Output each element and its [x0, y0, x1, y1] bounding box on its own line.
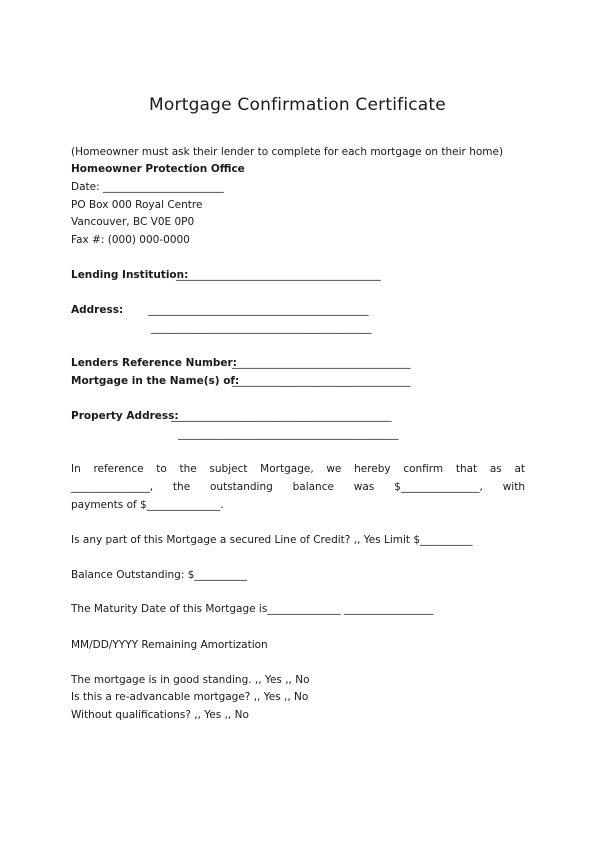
property-address-label: Property Address:	[71, 410, 179, 422]
mortgage-names-blank: __________________________________	[232, 375, 411, 387]
office-name: Homeowner Protection Office	[71, 163, 245, 175]
property-address-blank-1: __________________________________________	[171, 410, 392, 422]
good-standing-question: The mortgage is in good standing. ,, Yes ,, No	[71, 674, 310, 686]
balance-outstanding: Balance Outstanding: $__________	[71, 569, 247, 581]
reference-number-label: Lenders Reference Number:	[71, 357, 237, 369]
address-blank-2: __________________________________________	[151, 322, 372, 334]
maturity-date: The Maturity Date of this Mortgage is______________ _________________	[71, 603, 434, 615]
confirmation-line-1: In reference to the subject Mortgage, we hereby confirm that as at	[71, 463, 525, 475]
date-line: Date: _______________________	[71, 181, 224, 193]
address-line-2: Vancouver, BC V0E 0P0	[71, 216, 195, 228]
instruction-note: (Homeowner must ask their lender to complete for each mortgage on their home)	[71, 146, 504, 158]
line-of-credit-question: Is any part of this Mortgage a secured Line of Credit? ,, Yes Limit $__________	[71, 534, 473, 546]
qualifications-question: Without qualifications? ,, Yes ,, No	[71, 709, 249, 721]
address-blank-1: __________________________________________	[148, 304, 369, 316]
property-address-blank-2: __________________________________________	[178, 428, 399, 440]
fax-line: Fax #: (000) 000-0000	[71, 234, 190, 246]
reference-number-blank: __________________________________	[232, 357, 411, 369]
date-format-note: MM/DD/YYYY Remaining Amortization	[71, 639, 268, 651]
document-title: Mortgage Confirmation Certificate	[149, 95, 446, 115]
confirmation-line-2: _______________, the outstanding balance was $_______________, with	[71, 481, 525, 493]
mortgage-names-label: Mortgage in the Name(s) of:	[71, 375, 240, 387]
lending-institution-label: Lending Institution:	[71, 269, 189, 281]
address-line-1: PO Box 000 Royal Centre	[71, 199, 203, 211]
readvancable-question: Is this a re-advancable mortgage? ,, Yes ,, No	[71, 691, 309, 703]
confirmation-line-3: payments of $______________.	[71, 499, 224, 511]
lending-institution-blank: _______________________________________	[176, 269, 381, 281]
address-label: Address:	[71, 304, 124, 316]
